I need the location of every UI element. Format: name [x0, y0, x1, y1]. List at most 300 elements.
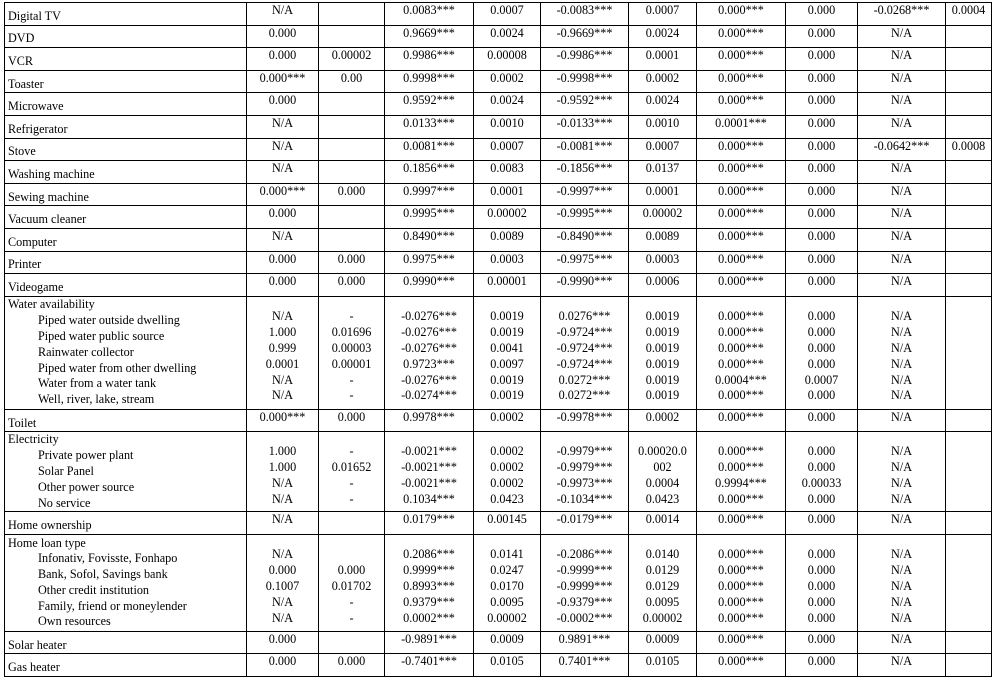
cell-c9: N/A [858, 409, 946, 432]
cell-c4: 0.0024 [474, 93, 541, 116]
cell-c8: 0.000 [786, 161, 858, 184]
cell-c1: N/A [247, 161, 319, 184]
cell-c5: -0.9978*** [541, 409, 629, 432]
row-label: Solar heater [5, 631, 247, 654]
cell-c5: -0.0133*** [541, 115, 629, 138]
row-label: Computer [5, 228, 247, 251]
group-value: 0.0002 [490, 444, 524, 459]
table-row [5, 183, 992, 206]
cell-c10 [946, 206, 992, 229]
group-value: N/A [891, 475, 912, 490]
group-value [322, 547, 381, 563]
cell-c3: 0.9986*** [385, 48, 474, 71]
cell-c1: 0.000*** [247, 183, 319, 206]
row-label: Refrigerator [5, 115, 247, 138]
row-label: Microwave [5, 93, 247, 116]
cell-c9: N/A [858, 70, 946, 93]
group-value: 0.0095 [490, 594, 524, 609]
group-subitem: No service [38, 495, 91, 510]
cell-c2: 0.000 [319, 274, 385, 297]
cell-c4: 0.00002 [474, 206, 541, 229]
cell-c9: N/A [858, 206, 946, 229]
group-value: 0.000 [807, 388, 836, 403]
group-subitem: Rainwater collector [38, 344, 134, 359]
cell-c7: 0.000*** [697, 48, 786, 71]
group-subitem: Other power source [38, 479, 135, 494]
cell-c10 [946, 183, 992, 206]
group-value: 0.0276*** [558, 309, 611, 324]
group-value: -0.9724*** [556, 356, 613, 371]
cell-c8: 0.000 [786, 48, 858, 71]
cell-c7 [697, 534, 786, 631]
group-value: 0.0019 [645, 325, 680, 340]
group-value: -0.9379*** [556, 594, 613, 609]
group-value: 0.0001 [265, 356, 300, 371]
cell-c8 [786, 534, 858, 631]
table-row [5, 70, 992, 93]
cell-c3: 0.1856*** [385, 161, 474, 184]
cell-c2 [319, 432, 385, 512]
cell-c9: N/A [858, 274, 946, 297]
cell-c8: 0.000 [786, 115, 858, 138]
group-value: 0.000 [807, 340, 836, 355]
cell-c7: 0.000*** [697, 138, 786, 161]
cell-c5: -0.9975*** [541, 251, 629, 274]
cell-c6: 0.0014 [629, 512, 697, 535]
group-value: N/A [272, 372, 293, 387]
group-value: - [349, 372, 354, 387]
group-value: 0.000 [337, 563, 366, 578]
cell-c6: 0.0002 [629, 409, 697, 432]
cell-c1 [247, 534, 319, 631]
row-label: Toaster [5, 70, 247, 93]
cell-c7: 0.000*** [697, 3, 786, 26]
group-value: 0.000 [807, 460, 836, 474]
group-value: 0.1034*** [403, 491, 455, 506]
group-value: 0.000 [268, 563, 297, 578]
cell-c5: -0.0081*** [541, 138, 629, 161]
cell-c5: -0.9998*** [541, 70, 629, 93]
group-value: 0.00002 [487, 610, 527, 625]
group-value: 0.000*** [718, 563, 764, 578]
group-value: -0.0021*** [401, 475, 457, 490]
group-value: 0.9994*** [715, 475, 767, 490]
cell-c10: 0.0008 [946, 138, 992, 161]
cell-c6: 0.0089 [629, 228, 697, 251]
cell-c10 [946, 512, 992, 535]
group-value: 0.0423 [490, 491, 524, 506]
group-value: 0.000 [807, 491, 836, 506]
group-subitem: Private power plant [38, 448, 134, 463]
group-title: Electricity [8, 432, 59, 447]
group-value: 0.000 [807, 356, 836, 371]
cell-c7: 0.0001*** [697, 115, 786, 138]
group-value: N/A [272, 491, 293, 506]
table-row [5, 274, 992, 297]
cell-c2 [319, 3, 385, 26]
table-row [5, 138, 992, 161]
group-value: 0.0272*** [558, 388, 611, 403]
cell-c4: 0.0007 [474, 138, 541, 161]
cell-c7: 0.000*** [697, 251, 786, 274]
group-value: 1.000 [268, 460, 297, 474]
group-value: N/A [272, 388, 293, 403]
cell-c4 [474, 296, 541, 409]
cell-c1: 0.000 [247, 48, 319, 71]
cell-c9: N/A [858, 25, 946, 48]
group-value: 0.000 [807, 309, 836, 324]
cell-c9 [858, 296, 946, 409]
group-label-cell [5, 432, 247, 512]
cell-c4: 0.0083 [474, 161, 541, 184]
group-value: 0.1007 [265, 578, 300, 593]
group-value: 0.0019 [645, 340, 680, 355]
row-label: Printer [5, 251, 247, 274]
group-value: 0.0095 [645, 594, 680, 609]
cell-c6: 0.0003 [629, 251, 697, 274]
cell-c2 [319, 161, 385, 184]
group-value: N/A [891, 610, 912, 625]
row-label: DVD [5, 25, 247, 48]
table-row [5, 654, 992, 677]
group-value: 0.0002 [490, 460, 524, 474]
group-value: N/A [891, 444, 912, 459]
group-value: N/A [272, 475, 293, 490]
cell-c1: 0.000*** [247, 409, 319, 432]
cell-c9: N/A [858, 512, 946, 535]
row-label: Washing machine [5, 161, 247, 184]
group-value: - [349, 475, 354, 490]
row-label: Toilet [5, 409, 247, 432]
cell-c2: 0.000 [319, 183, 385, 206]
group-value: 1.000 [268, 325, 297, 340]
group-value: 0.0041 [490, 340, 524, 355]
cell-c4: 0.0089 [474, 228, 541, 251]
cell-c10 [946, 274, 992, 297]
cell-c6: 0.0024 [629, 25, 697, 48]
group-value: 0.000*** [718, 356, 764, 371]
group-value: - [349, 309, 354, 324]
cell-c7: 0.000*** [697, 206, 786, 229]
group-value: N/A [891, 578, 912, 593]
group-value: -0.9973*** [556, 475, 613, 490]
group-value: -0.0276*** [401, 372, 457, 387]
group-subitem: Family, friend or moneylender [38, 598, 187, 613]
cell-c2 [319, 138, 385, 161]
group-value: -0.0276*** [401, 309, 457, 324]
cell-c9: N/A [858, 251, 946, 274]
cell-c10 [946, 25, 992, 48]
group-value: -0.0021*** [401, 444, 457, 459]
group-value: 0.2086*** [403, 547, 455, 562]
group-value: - [349, 388, 354, 403]
cell-c4 [474, 432, 541, 512]
cell-c2: 0.00 [319, 70, 385, 93]
group-value: 0.0272*** [558, 372, 611, 387]
results-table [4, 2, 992, 677]
group-value: 0.0247 [490, 563, 524, 578]
group-value: 0.0019 [645, 309, 680, 324]
group-value: 0.0002*** [403, 610, 455, 625]
row-label: Vacuum cleaner [5, 206, 247, 229]
cell-c7 [697, 296, 786, 409]
cell-c2: 0.000 [319, 251, 385, 274]
cell-c4: 0.00001 [474, 274, 541, 297]
cell-c6: 0.0009 [629, 631, 697, 654]
cell-c6: 0.0007 [629, 3, 697, 26]
cell-c1: N/A [247, 512, 319, 535]
cell-c10 [946, 48, 992, 71]
group-value: -0.1034*** [556, 491, 613, 506]
group-value: 0.000*** [718, 547, 764, 562]
table-row [5, 512, 992, 535]
cell-c3: 0.9990*** [385, 274, 474, 297]
cell-c8: 0.000 [786, 512, 858, 535]
cell-c3: 0.9592*** [385, 93, 474, 116]
group-value: N/A [891, 460, 912, 474]
cell-c8: 0.000 [786, 70, 858, 93]
cell-c3 [385, 432, 474, 512]
cell-c10 [946, 93, 992, 116]
cell-c7: 0.000*** [697, 631, 786, 654]
group-value: 0.00020.0 [638, 444, 687, 459]
cell-c9: N/A [858, 115, 946, 138]
cell-c7 [697, 432, 786, 512]
cell-c10 [946, 432, 992, 512]
cell-c10 [946, 654, 992, 677]
cell-c4: 0.0010 [474, 115, 541, 138]
group-value: 0.0129 [645, 578, 680, 593]
cell-c3: 0.9669*** [385, 25, 474, 48]
group-subitem: Infonativ, Fovisste, Fonhapo [38, 551, 178, 566]
group-value: 0.0019 [645, 356, 680, 371]
cell-c10 [946, 161, 992, 184]
cell-c7: 0.000*** [697, 512, 786, 535]
row-label: Stove [5, 138, 247, 161]
group-value: N/A [272, 610, 293, 625]
group-value: N/A [891, 309, 912, 324]
group-value: -0.9724*** [556, 340, 613, 355]
group-label-cell [5, 534, 247, 631]
cell-c5 [541, 534, 629, 631]
cell-c5: -0.9669*** [541, 25, 629, 48]
cell-c4: 0.0002 [474, 70, 541, 93]
cell-c2 [319, 296, 385, 409]
cell-c7: 0.000*** [697, 228, 786, 251]
table-row [5, 25, 992, 48]
group-subitem: Piped water from other dwelling [38, 360, 197, 375]
row-label: Home ownership [5, 512, 247, 535]
cell-c10 [946, 115, 992, 138]
group-value: 0.000 [807, 444, 836, 459]
cell-c4: 0.0003 [474, 251, 541, 274]
group-value: -0.9999*** [556, 563, 613, 578]
cell-c6 [629, 432, 697, 512]
group-value: N/A [891, 325, 912, 340]
cell-c8: 0.000 [786, 631, 858, 654]
cell-c1: 0.000 [247, 93, 319, 116]
table-row [5, 3, 992, 26]
cell-c3: 0.8490*** [385, 228, 474, 251]
cell-c3: 0.9978*** [385, 409, 474, 432]
group-value: 0.000 [807, 594, 836, 609]
group-value: N/A [891, 340, 912, 355]
group-value: -0.0276*** [401, 340, 457, 355]
group-value: 0.0002 [490, 475, 524, 490]
cell-c2: 0.00002 [319, 48, 385, 71]
cell-c2: 0.000 [319, 409, 385, 432]
cell-c3: -0.7401*** [385, 654, 474, 677]
cell-c8: 0.000 [786, 3, 858, 26]
cell-c8: 0.000 [786, 654, 858, 677]
cell-c10: 0.0004 [946, 3, 992, 26]
group-subitem: Own resources [38, 614, 111, 629]
cell-c4: 0.0009 [474, 631, 541, 654]
table-row [5, 409, 992, 432]
row-label: VCR [5, 48, 247, 71]
cell-c4: 0.0105 [474, 654, 541, 677]
cell-c10 [946, 296, 992, 409]
group-value: - [349, 444, 354, 459]
group-value: -0.2086*** [556, 547, 613, 562]
group-value: 0.0129 [645, 563, 680, 578]
group-value: N/A [891, 372, 912, 387]
cell-c3: 0.9997*** [385, 183, 474, 206]
cell-c10 [946, 409, 992, 432]
table-row [5, 161, 992, 184]
cell-c6: 0.0001 [629, 48, 697, 71]
cell-c8: 0.000 [786, 93, 858, 116]
group-value: - [349, 491, 354, 506]
cell-c5: -0.1856*** [541, 161, 629, 184]
cell-c1: 0.000 [247, 654, 319, 677]
group-value: 0.000 [807, 610, 836, 625]
cell-c1 [247, 296, 319, 409]
cell-c1: N/A [247, 115, 319, 138]
group-value: 002 [653, 460, 672, 474]
group-value: 0.000*** [718, 309, 764, 324]
cell-c3: 0.9998*** [385, 70, 474, 93]
group-value: 0.00033 [801, 475, 842, 490]
cell-c7: 0.000*** [697, 70, 786, 93]
cell-c7: 0.000*** [697, 183, 786, 206]
cell-c10 [946, 251, 992, 274]
group-value: N/A [272, 547, 293, 562]
group-subitem: Bank, Sofol, Savings bank [38, 567, 168, 582]
group-value: 0.000*** [718, 594, 764, 609]
cell-c8: 0.000 [786, 274, 858, 297]
group-value: 0.0170 [490, 578, 524, 593]
group-value: 0.00002 [642, 610, 683, 625]
group-subitem: Piped water outside dwelling [38, 313, 180, 328]
cell-c8: 0.000 [786, 409, 858, 432]
cell-c9: N/A [858, 228, 946, 251]
table-body [5, 3, 992, 677]
group-value: N/A [891, 388, 912, 403]
cell-c6: 0.0024 [629, 93, 697, 116]
group-value: 0.000*** [718, 444, 764, 459]
cell-c1: N/A [247, 228, 319, 251]
group-value: - [349, 610, 354, 625]
group-value: 0.01702 [331, 578, 372, 593]
table-row [5, 48, 992, 71]
group-value: 0.00001 [331, 356, 372, 371]
cell-c2 [319, 115, 385, 138]
table-row [5, 115, 992, 138]
cell-c3: 0.0083*** [385, 3, 474, 26]
cell-c6 [629, 534, 697, 631]
cell-c5: -0.9986*** [541, 48, 629, 71]
cell-c7: 0.000*** [697, 161, 786, 184]
row-label: Gas heater [5, 654, 247, 677]
cell-c9 [858, 534, 946, 631]
group-title: Home loan type [8, 535, 86, 550]
cell-c7: 0.000*** [697, 654, 786, 677]
group-value: 0.0019 [490, 309, 524, 324]
cell-c6: 0.0010 [629, 115, 697, 138]
group-value: 0.0004*** [715, 372, 767, 387]
cell-c3: 0.0081*** [385, 138, 474, 161]
cell-c5: -0.9995*** [541, 206, 629, 229]
cell-c8: 0.000 [786, 251, 858, 274]
cell-c8: 0.000 [786, 25, 858, 48]
group-value: -0.9979*** [556, 444, 613, 459]
group-title: Water availability [8, 297, 95, 312]
group-value: -0.9724*** [556, 325, 613, 340]
group-value: N/A [891, 356, 912, 371]
group-value: 0.0019 [645, 372, 680, 387]
group-value: N/A [891, 491, 912, 506]
group-subitem: Well, river, lake, stream [38, 392, 155, 407]
cell-c5: -0.9592*** [541, 93, 629, 116]
row-label: Digital TV [5, 3, 247, 26]
cell-c3: 0.9995*** [385, 206, 474, 229]
cell-c5: -0.9990*** [541, 274, 629, 297]
cell-c9: N/A [858, 183, 946, 206]
cell-c1: N/A [247, 138, 319, 161]
group-value: 0.000*** [718, 340, 764, 355]
cell-c8: 0.000 [786, 183, 858, 206]
cell-c5 [541, 432, 629, 512]
cell-c5: -0.8490*** [541, 228, 629, 251]
table-row [5, 228, 992, 251]
cell-c9: N/A [858, 654, 946, 677]
cell-c3: -0.9891*** [385, 631, 474, 654]
group-value: 0.9379*** [403, 594, 455, 609]
cell-c9: -0.0642*** [858, 138, 946, 161]
group-value: 0.0140 [645, 547, 680, 562]
table-row [5, 251, 992, 274]
group-subitem: Other credit institution [38, 582, 150, 597]
cell-c1: 0.000*** [247, 70, 319, 93]
cell-c4: 0.0024 [474, 25, 541, 48]
water-availability-group [5, 296, 992, 409]
cell-c7: 0.000*** [697, 274, 786, 297]
cell-c6: 0.0007 [629, 138, 697, 161]
cell-c6: 0.0002 [629, 70, 697, 93]
cell-c4: 0.0001 [474, 183, 541, 206]
group-value: 0.0097 [490, 356, 524, 371]
cell-c7: 0.000*** [697, 93, 786, 116]
group-value: 0.000*** [718, 491, 764, 506]
cell-c4: 0.00008 [474, 48, 541, 71]
group-value: 0.0004 [645, 475, 680, 490]
cell-c1: 0.000 [247, 251, 319, 274]
cell-c8 [786, 432, 858, 512]
cell-c3: 0.0179*** [385, 512, 474, 535]
cell-c5: -0.0083*** [541, 3, 629, 26]
cell-c1: 0.000 [247, 206, 319, 229]
